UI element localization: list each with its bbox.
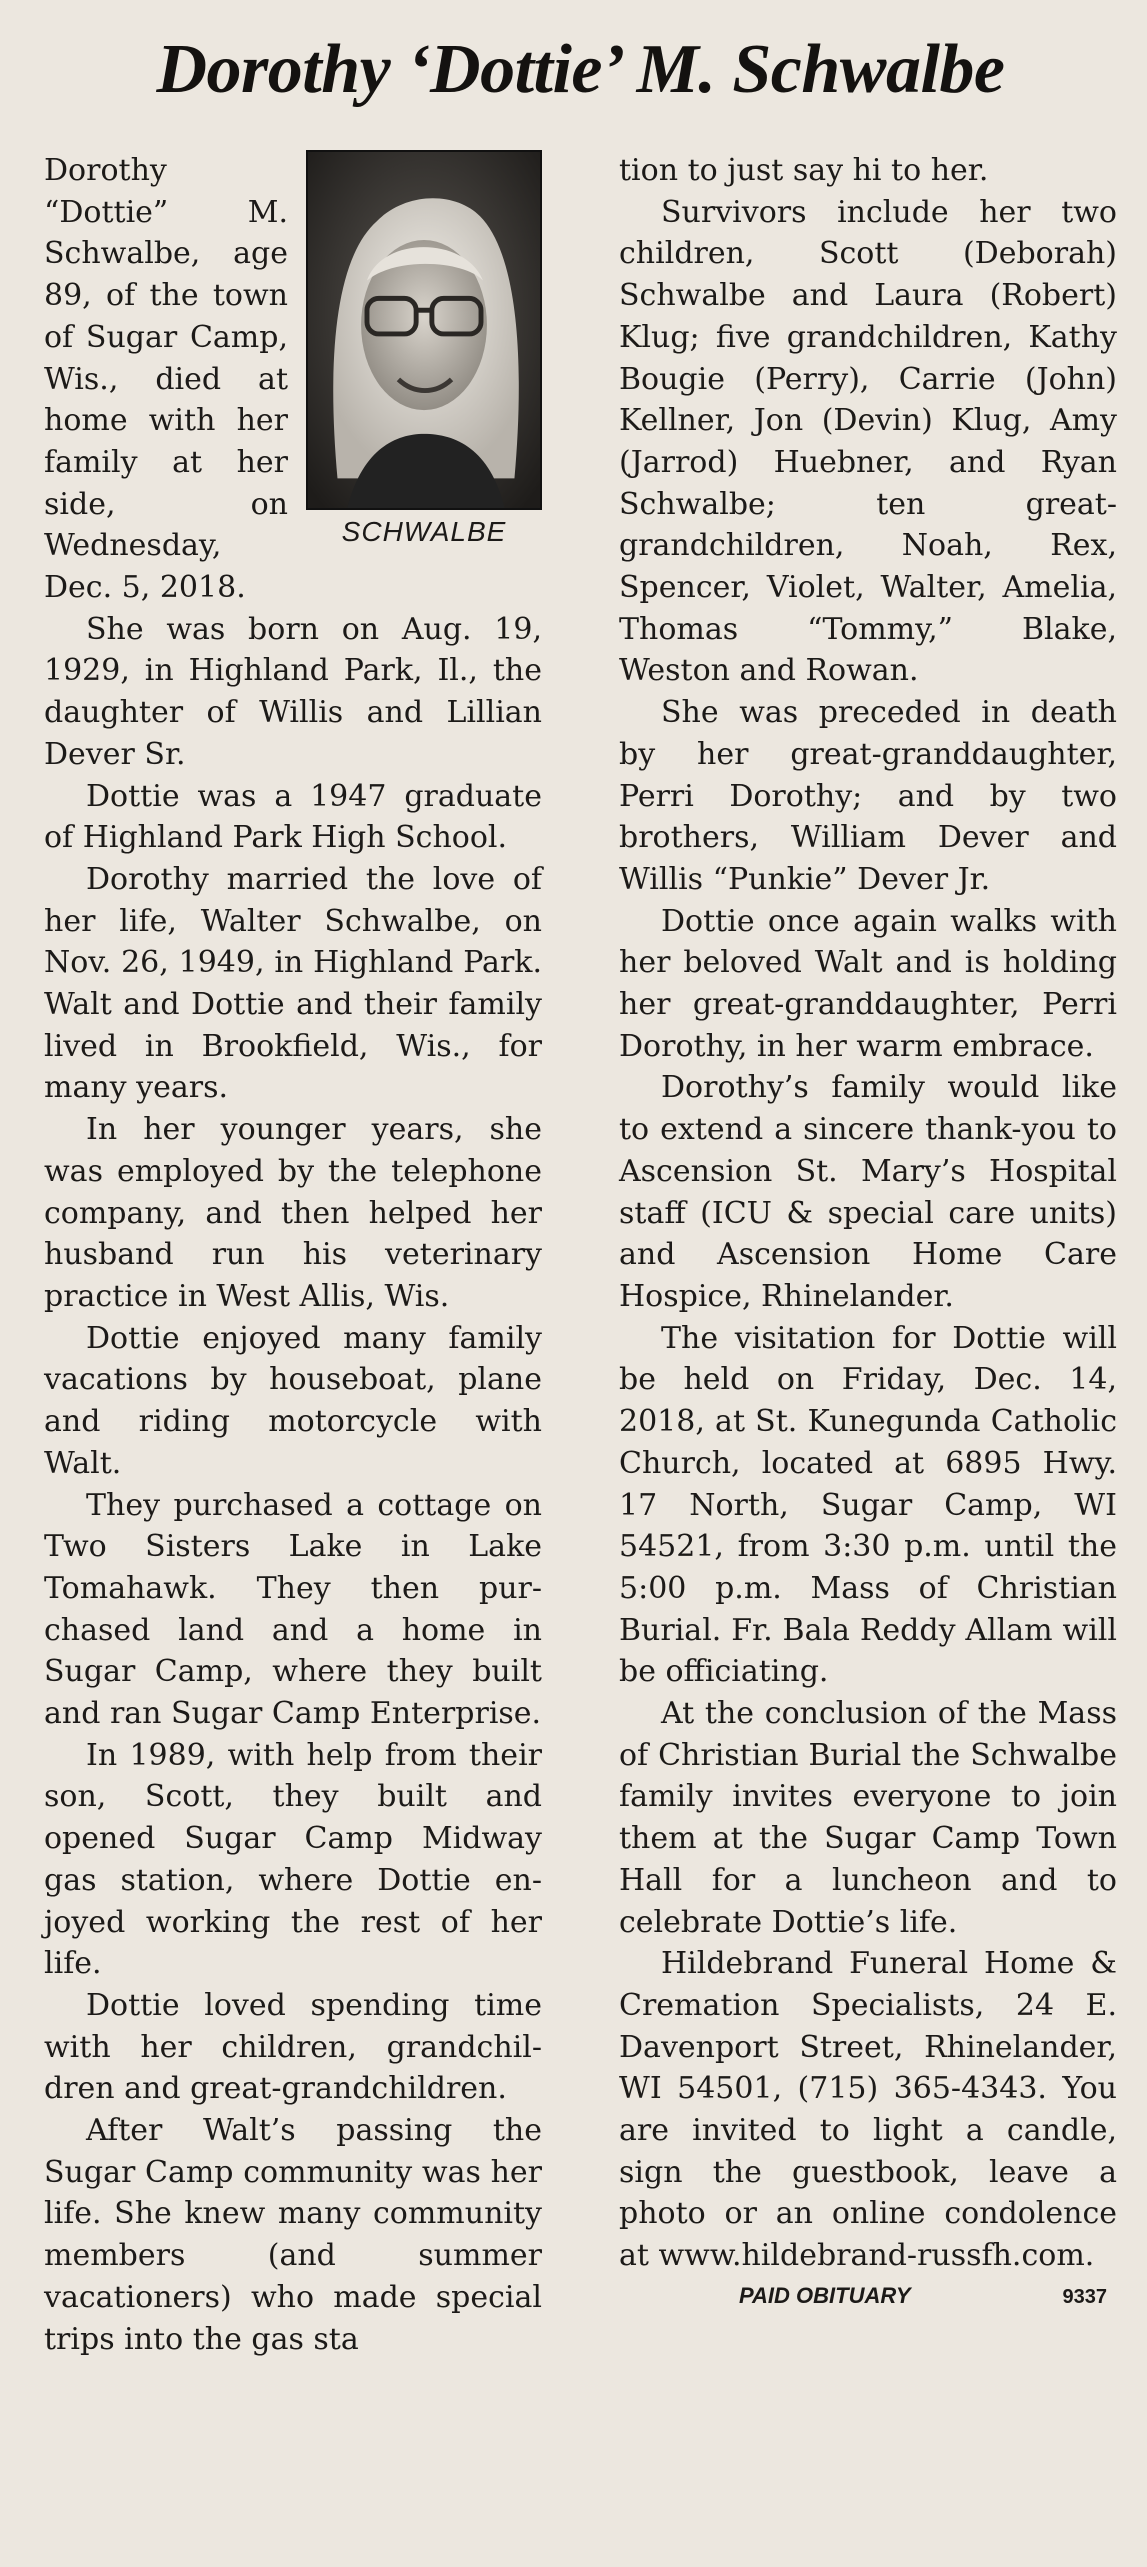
left-column — [44, 150, 542, 2360]
paragraph: Survivors include her two children, Scott (Deborah) Schwalbe and Laura (Robert) Klug; five grandchildren, Kathy Bougie (Perry), Carrie (John) Kellner, Jon (Devin) Klug, Amy (Jarrod) Huebner, and Ryan Schwalbe; ten great-grandchildren, Noah, Rex, Spencer, Violet, Walter, Amelia, Thomas “Tommy,” Blake, Weston and Rowan. — [619, 194, 1117, 689]
paragraph: Dorothy’s family would like to extend a sincere thank-you to Ascension St. Mary’s Hospital staff (ICU & special care units) and Ascension Home Care Hospice, Rhinelander. — [619, 1070, 1117, 1314]
paragraph: Hildebrand Funeral Home & Cremation Specialists, 24 E. Davenport Street, Rhinelander, WI 54501, (715) 365-4343. You are invited to light a candle, sign the guestbook, leave a photo or an online condolence at www.hildebrand-russfh.com. — [619, 1946, 1117, 2274]
paragraph: She was born on Aug. 19, 1929, in Highland Park, Il., the daughter of Willis and Lillian Dever Sr. — [44, 611, 542, 772]
headline: Dorothy ‘Dottie’ M. Schwalbe — [156, 31, 1005, 108]
paragraph: The visitation for Dottie will be held on Friday, Dec. 14, 2018, at St. Kunegunda Catholic Church, located at 6895 Hwy. 17 North, Sugar Camp, WI 54521, from 3:30 p.m. until the 5:00 p.m. Mass of Christian Burial. Fr. Bala Reddy Allam will be officiating. — [619, 1320, 1117, 1690]
paragraph: Dottie once again walks with her beloved Walt and is holding her great-granddaughter, Perri Dorothy, in her warm embrace. — [619, 903, 1117, 1064]
paragraph: After Walt’s passing the Sugar Camp community was her life. She knew many community members (and summer vacationers) who made special trips into the gas sta — [44, 2113, 542, 2357]
body-columns — [44, 150, 1117, 2360]
portrait-figure — [306, 150, 542, 554]
paragraph: In 1989, with help from their son, Scott, they built and opened Sugar Camp Midway gas station, where Dottie enjoyed working the rest of her life. — [44, 1737, 542, 1982]
ad-code: 9337 — [1062, 2285, 1107, 2308]
paid-obituary-label: PAID OBITUARY — [739, 2282, 911, 2308]
paragraph: Dottie enjoyed many family vacations by houseboat, plane and riding motorcycle with Walt. — [44, 1320, 542, 1481]
paragraph: Dottie was a 1947 graduate of Highland Park High School. — [44, 778, 542, 856]
paragraph: They purchased a cottage on Two Sisters Lake in Lake Tomahawk. They then purchased land and a home in Sugar Camp, where they built and ran Sugar Camp Enterprise. — [44, 1487, 542, 1732]
paragraph: In her younger years, she was employed by the telephone company, and then helped her husband run his veterinary practice in West Allis, Wis. — [44, 1112, 542, 1314]
paragraph: She was preceded in death by her great-granddaughter, Perri Dorothy; and by two brothers, William Dever and Willis “Punkie” Dever Jr. — [619, 695, 1117, 897]
portrait-photo — [306, 150, 542, 510]
paragraph: tion to just say hi to her. — [619, 153, 989, 188]
paragraph: Dorothy married the love of her life, Walter Schwalbe, on Nov. 26, 1949, in Highland Park. Walt and Dottie and their family lived in Brookfield, Wis., for many years. — [44, 861, 542, 1106]
paragraph: At the conclusion of the Mass of Christian Burial the Schwalbe family invites everyone to join them at the Sugar Camp Town Hall for a luncheon and to celebrate Dottie’s life. — [619, 1696, 1117, 1940]
photo-caption: SCHWALBE — [341, 516, 507, 547]
footer — [619, 2283, 1117, 2309]
paragraph: Dorothy “Dottie” M. Schwalbe, age 89, of the town of Sugar Camp, Wis., died at home with her family at her side, on Wednesday, Dec. 5, 2018. — [44, 153, 288, 606]
paragraph: Dottie loved spending time with her children, grandchildren and great-grandchildren. — [44, 1987, 542, 2107]
portrait-image — [308, 152, 540, 508]
right-column — [619, 150, 1117, 2360]
